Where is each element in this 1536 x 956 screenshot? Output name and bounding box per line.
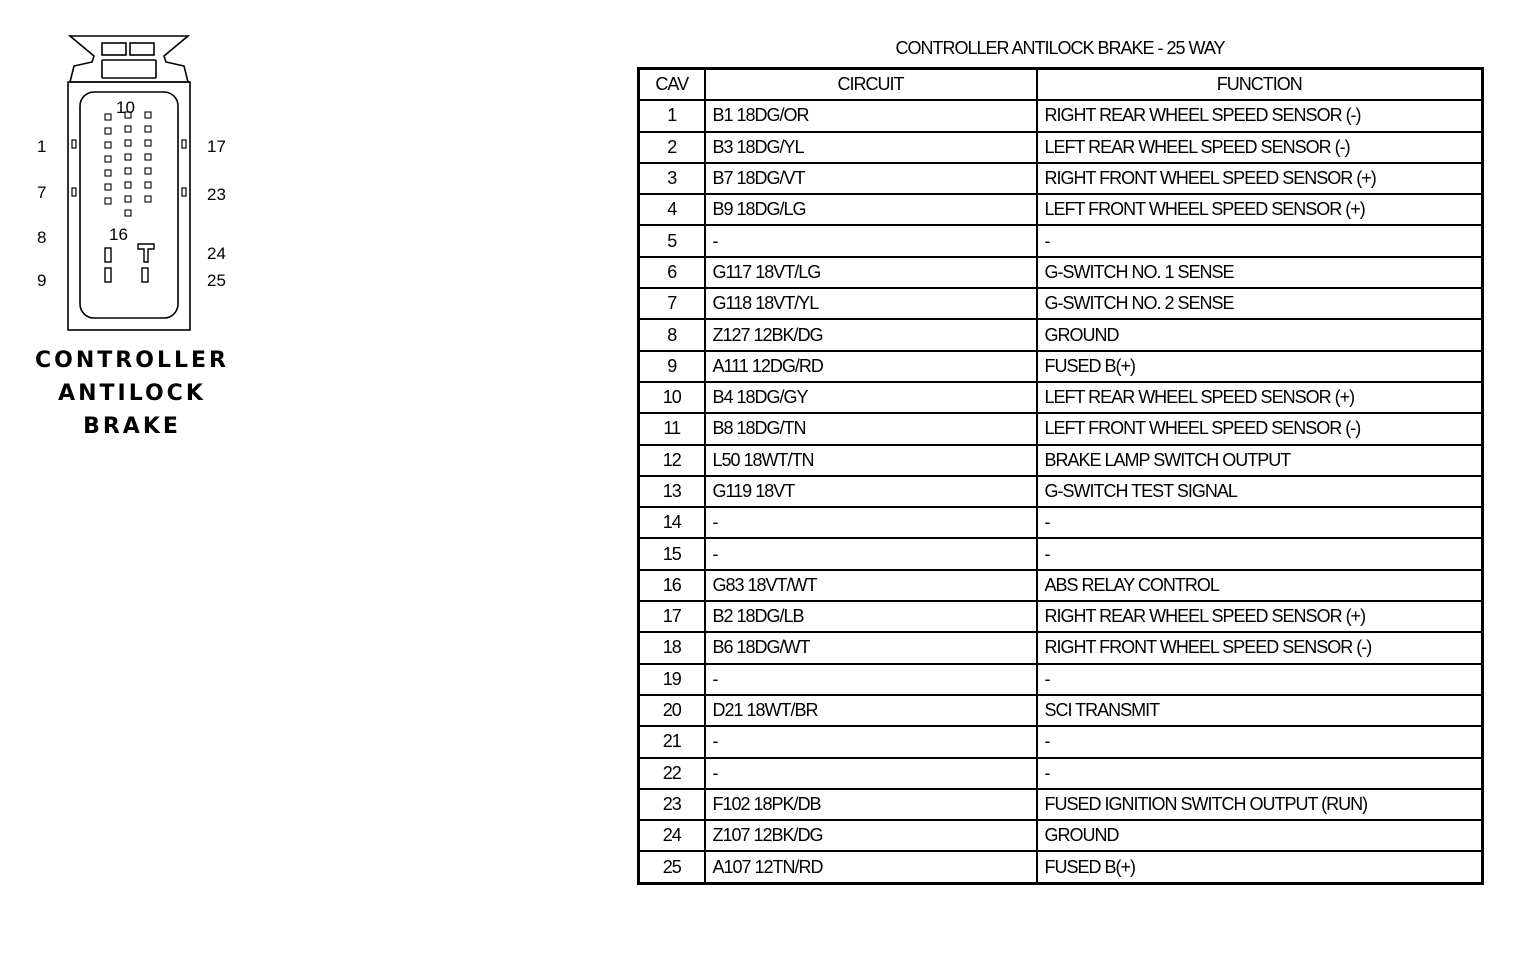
- cell-cav: 13: [639, 476, 705, 507]
- cell-function: G-SWITCH TEST SIGNAL: [1037, 476, 1483, 507]
- pin-label-17: 17: [207, 137, 226, 156]
- cell-circuit: B4 18DG/GY: [705, 382, 1037, 413]
- cell-circuit: B7 18DG/VT: [705, 163, 1037, 194]
- pin-label-8: 8: [37, 228, 47, 247]
- cell-circuit: L50 18WT/TN: [705, 445, 1037, 476]
- cell-function: FUSED IGNITION SWITCH OUTPUT (RUN): [1037, 789, 1483, 820]
- cell-cav: 4: [639, 194, 705, 225]
- cell-function: FUSED B(+): [1037, 351, 1483, 382]
- cell-function: GROUND: [1037, 820, 1483, 851]
- cell-cav: 1: [639, 100, 705, 131]
- cell-function: ABS RELAY CONTROL: [1037, 570, 1483, 601]
- cell-cav: 24: [639, 820, 705, 851]
- cell-cav: 21: [639, 726, 705, 757]
- table-row: [639, 758, 1483, 789]
- cell-function: -: [1037, 664, 1483, 695]
- table-row: [639, 851, 1483, 883]
- cell-circuit: B6 18DG/WT: [705, 632, 1037, 663]
- table-row: [639, 664, 1483, 695]
- table-row: [639, 382, 1483, 413]
- table-row: [639, 132, 1483, 163]
- table-row: [639, 538, 1483, 569]
- header-function: FUNCTION: [1037, 69, 1483, 101]
- cell-function: G-SWITCH NO. 1 SENSE: [1037, 257, 1483, 288]
- cell-cav: 15: [639, 538, 705, 569]
- cell-circuit: A107 12TN/RD: [705, 851, 1037, 883]
- connector-latch: [70, 36, 188, 82]
- cell-function: LEFT FRONT WHEEL SPEED SENSOR (+): [1037, 194, 1483, 225]
- cell-circuit: B3 18DG/YL: [705, 132, 1037, 163]
- pin-label-1: 1: [37, 137, 47, 156]
- connector-caption: [30, 344, 234, 443]
- power-pin-cavities: [105, 244, 154, 282]
- caption-line: ANTILOCK: [58, 381, 206, 406]
- cell-circuit: Z127 12BK/DG: [705, 319, 1037, 350]
- table-row: [639, 100, 1483, 131]
- cell-function: G-SWITCH NO. 2 SENSE: [1037, 288, 1483, 319]
- table-row: [639, 695, 1483, 726]
- cell-cav: 8: [639, 319, 705, 350]
- cell-function: RIGHT REAR WHEEL SPEED SENSOR (+): [1037, 601, 1483, 632]
- cell-function: LEFT REAR WHEEL SPEED SENSOR (-): [1037, 132, 1483, 163]
- cell-cav: 17: [639, 601, 705, 632]
- cell-cav: 2: [639, 132, 705, 163]
- cell-circuit: -: [705, 726, 1037, 757]
- cell-cav: 7: [639, 288, 705, 319]
- header-circuit: CIRCUIT: [705, 69, 1037, 101]
- cell-circuit: G117 18VT/LG: [705, 257, 1037, 288]
- table-row: [639, 288, 1483, 319]
- table-row: [639, 445, 1483, 476]
- cell-cav: 12: [639, 445, 705, 476]
- caption-line: CONTROLLER: [35, 348, 229, 373]
- cell-function: RIGHT FRONT WHEEL SPEED SENSOR (-): [1037, 632, 1483, 663]
- cell-function: LEFT FRONT WHEEL SPEED SENSOR (-): [1037, 413, 1483, 444]
- connector-housing: [68, 82, 190, 330]
- table-row: [639, 507, 1483, 538]
- cell-cav: 18: [639, 632, 705, 663]
- cell-function: RIGHT REAR WHEEL SPEED SENSOR (-): [1037, 100, 1483, 131]
- cell-cav: 23: [639, 789, 705, 820]
- pin-cavity-grid: [105, 112, 151, 216]
- table-row: [639, 570, 1483, 601]
- cell-function: LEFT REAR WHEEL SPEED SENSOR (+): [1037, 382, 1483, 413]
- table-row: [639, 163, 1483, 194]
- cell-cav: 6: [639, 257, 705, 288]
- pin-label-23: 23: [207, 185, 226, 204]
- cell-cav: 20: [639, 695, 705, 726]
- cell-function: FUSED B(+): [1037, 851, 1483, 883]
- table-title: CONTROLLER ANTILOCK BRAKE - 25 WAY: [895, 38, 1225, 58]
- cell-circuit: F102 18PK/DB: [705, 789, 1037, 820]
- pin-label-9: 9: [37, 271, 47, 290]
- caption-line: BRAKE: [83, 414, 181, 439]
- cell-cav: 14: [639, 507, 705, 538]
- cell-circuit: -: [705, 225, 1037, 256]
- cell-function: BRAKE LAMP SWITCH OUTPUT: [1037, 445, 1483, 476]
- table-row: [639, 413, 1483, 444]
- cell-circuit: B9 18DG/LG: [705, 194, 1037, 225]
- pin-label-7: 7: [37, 183, 47, 202]
- cell-cav: 25: [639, 851, 705, 883]
- table-row: [639, 257, 1483, 288]
- cell-cav: 19: [639, 664, 705, 695]
- cell-function: -: [1037, 538, 1483, 569]
- cell-circuit: G118 18VT/YL: [705, 288, 1037, 319]
- table-row: [639, 632, 1483, 663]
- table-row: [639, 601, 1483, 632]
- pin-label-16: 16: [109, 225, 128, 244]
- pin-label-10: 10: [116, 98, 135, 117]
- cell-circuit: Z107 12BK/DG: [705, 820, 1037, 851]
- header-cav: CAV: [639, 69, 705, 101]
- cell-circuit: B1 18DG/OR: [705, 100, 1037, 131]
- table-row: [639, 351, 1483, 382]
- cell-function: -: [1037, 507, 1483, 538]
- table-row: [639, 726, 1483, 757]
- cell-cav: 9: [639, 351, 705, 382]
- table-row: [639, 319, 1483, 350]
- pin-label-24: 24: [207, 244, 226, 263]
- cell-function: -: [1037, 758, 1483, 789]
- cell-function: RIGHT FRONT WHEEL SPEED SENSOR (+): [1037, 163, 1483, 194]
- pin-label-25: 25: [207, 271, 226, 290]
- table-row: [639, 789, 1483, 820]
- table-header-row: [639, 69, 1483, 101]
- cell-cav: 5: [639, 225, 705, 256]
- cell-cav: 16: [639, 570, 705, 601]
- cell-circuit: D21 18WT/BR: [705, 695, 1037, 726]
- cell-circuit: B8 18DG/TN: [705, 413, 1037, 444]
- table-row: [639, 820, 1483, 851]
- cell-circuit: -: [705, 538, 1037, 569]
- cell-circuit: G119 18VT: [705, 476, 1037, 507]
- cell-cav: 22: [639, 758, 705, 789]
- table-row: [639, 476, 1483, 507]
- cell-cav: 10: [639, 382, 705, 413]
- cell-cav: 11: [639, 413, 705, 444]
- pinout-table: [637, 67, 1484, 885]
- cell-circuit: -: [705, 758, 1037, 789]
- cell-function: SCI TRANSMIT: [1037, 695, 1483, 726]
- table-row: [639, 194, 1483, 225]
- cell-cav: 3: [639, 163, 705, 194]
- cell-function: -: [1037, 726, 1483, 757]
- cell-circuit: B2 18DG/LB: [705, 601, 1037, 632]
- cell-circuit: -: [705, 664, 1037, 695]
- cell-function: -: [1037, 225, 1483, 256]
- cell-circuit: -: [705, 507, 1037, 538]
- cell-function: GROUND: [1037, 319, 1483, 350]
- cell-circuit: G83 18VT/WT: [705, 570, 1037, 601]
- cell-circuit: A111 12DG/RD: [705, 351, 1037, 382]
- table-row: [639, 225, 1483, 256]
